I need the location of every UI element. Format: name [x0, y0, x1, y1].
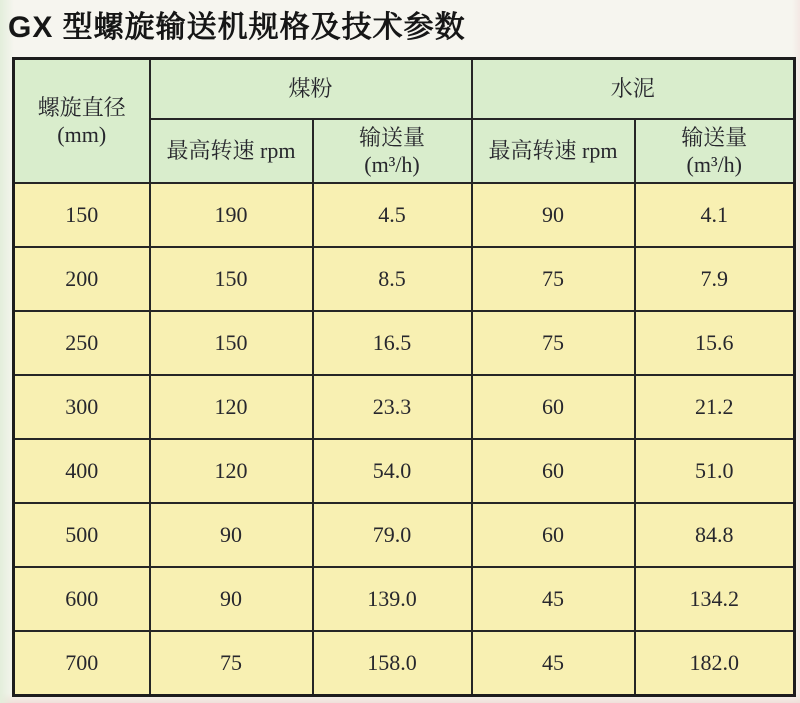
cement-capacity-cell: 84.8 — [635, 503, 795, 567]
coal-capacity-cell: 4.5 — [313, 183, 472, 247]
table-row — [14, 439, 795, 503]
diameter-header-line1: 螺旋直径 — [37, 94, 126, 120]
diameter-cell: 200 — [14, 247, 150, 311]
coal-speed-cell: 150 — [150, 247, 313, 311]
diameter-header-line2: (mm) — [57, 122, 107, 147]
table-row — [14, 503, 795, 567]
cement-capacity-cell: 182.0 — [635, 631, 795, 696]
coal-capacity-cell: 8.5 — [313, 247, 472, 311]
diameter-cell: 250 — [14, 311, 150, 375]
cement-capacity-header-line2: (m³/h) — [686, 152, 743, 177]
cement-speed-cell: 90 — [472, 183, 635, 247]
cement-capacity-cell: 4.1 — [635, 183, 795, 247]
diameter-header — [14, 59, 150, 184]
cement-speed-cell: 60 — [472, 439, 635, 503]
coal-capacity-cell: 79.0 — [313, 503, 472, 567]
table-row — [14, 567, 795, 631]
coal-capacity-cell: 16.5 — [313, 311, 472, 375]
coal-capacity-cell: 158.0 — [313, 631, 472, 696]
coal-capacity-cell: 139.0 — [313, 567, 472, 631]
table-row — [14, 311, 795, 375]
cement-capacity-cell: 21.2 — [635, 375, 795, 439]
coal-capacity-header-line2: (m³/h) — [364, 152, 420, 177]
coal-capacity-cell: 54.0 — [313, 439, 472, 503]
cement-capacity-cell: 7.9 — [635, 247, 795, 311]
cement-capacity-cell: 15.6 — [635, 311, 795, 375]
spec-table — [12, 57, 796, 697]
cement-capacity-cell: 51.0 — [635, 439, 795, 503]
group-header-coal-powder: 煤粉 — [150, 59, 472, 120]
table-row — [14, 247, 795, 311]
diameter-cell: 150 — [14, 183, 150, 247]
diameter-cell: 300 — [14, 375, 150, 439]
diameter-cell: 600 — [14, 567, 150, 631]
cement-speed-cell: 60 — [472, 503, 635, 567]
coal-speed-cell: 90 — [150, 503, 313, 567]
cement-speed-cell: 60 — [472, 375, 635, 439]
cement-speed-cell: 45 — [472, 567, 635, 631]
coal-speed-cell: 150 — [150, 311, 313, 375]
diameter-cell: 700 — [14, 631, 150, 696]
coal-speed-cell: 190 — [150, 183, 313, 247]
coal-speed-cell: 120 — [150, 439, 313, 503]
cement-max-speed-header: 最高转速 rpm — [472, 119, 635, 183]
cement-capacity-header-line1: 输送量 — [681, 124, 748, 150]
cement-speed-cell: 45 — [472, 631, 635, 696]
cement-capacity-header — [635, 119, 795, 183]
table-row — [14, 183, 795, 247]
table-row — [14, 631, 795, 696]
cement-speed-cell: 75 — [472, 247, 635, 311]
diameter-cell: 400 — [14, 439, 150, 503]
group-header-cement: 水泥 — [472, 59, 795, 120]
diameter-cell: 500 — [14, 503, 150, 567]
coal-capacity-cell: 23.3 — [313, 375, 472, 439]
header-group-row — [14, 59, 795, 120]
table-row — [14, 375, 795, 439]
coal-capacity-header-line1: 输送量 — [359, 124, 426, 150]
page-title: GX 型螺旋输送机规格及技术参数 — [8, 11, 466, 44]
cement-capacity-cell: 134.2 — [635, 567, 795, 631]
coal-speed-cell: 75 — [150, 631, 313, 696]
coal-max-speed-header: 最高转速 rpm — [150, 119, 313, 183]
cement-speed-cell: 75 — [472, 311, 635, 375]
coal-speed-cell: 120 — [150, 375, 313, 439]
coal-speed-cell: 90 — [150, 567, 313, 631]
coal-capacity-header — [313, 119, 472, 183]
